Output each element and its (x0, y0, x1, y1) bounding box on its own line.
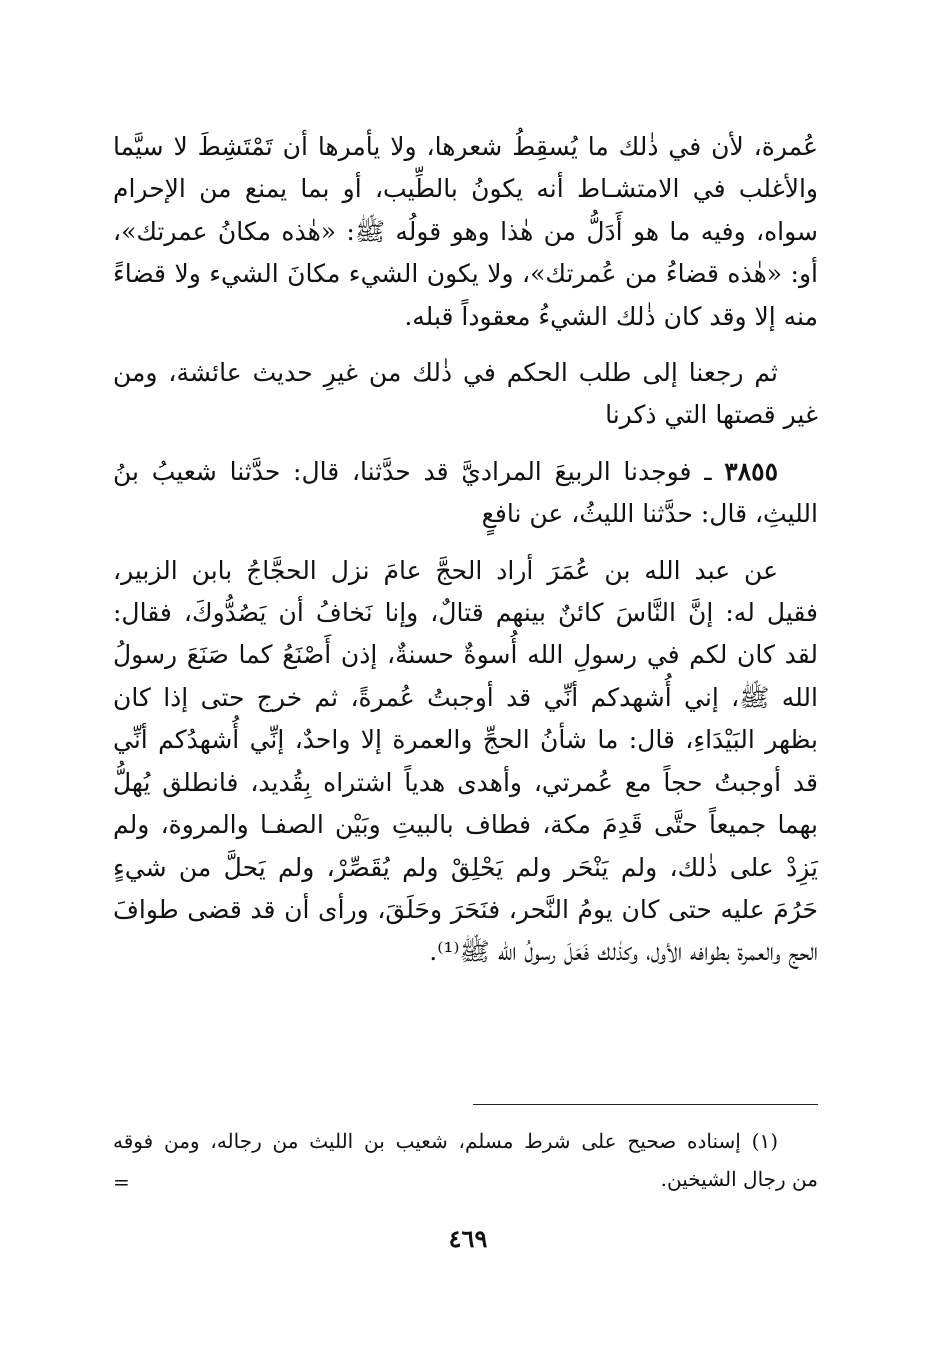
text-line: فقيل له: إنَّ النَّاسَ كائنٌ بينهم قتالٌ، وإنا نَخافُ أن يَصُدُّوكَ، فقال: (113, 598, 818, 628)
text-line: الله ﷺ، إني أُشهدكم أنِّي قد أوجبتُ عُمرةً، ثم خرج حتى إذا كان (113, 682, 818, 712)
footnote-line: (١) إسناده صحيح على شرط مسلم، شعيب بن الليث من رجاله، ومن فوقه (113, 1129, 778, 1153)
text-line: الحج والعمرة بطوافه الأول، وكذٰلك فَعَلَ رسولُ الله ﷺ⁽¹⁾. (429, 937, 818, 967)
text-line (113, 451, 818, 493)
footnote-body (113, 1122, 818, 1198)
paragraph-1 (113, 126, 818, 338)
text-line: أو: «هٰذه قضاءُ من عُمرتك»، ولا يكون الشيء مكانَ الشيء ولا قضاءً (113, 259, 818, 289)
footnote (113, 1122, 818, 1198)
footnote-divider (473, 1104, 818, 1105)
text-line: سواه، وفيه ما هو أَدَلُّ من هٰذا وهو قولُه ﷺ: «هٰذه مكانُ عمرتك»، (113, 216, 818, 246)
text-line: يَزِدْ على ذٰلك، ولم يَنْحَر ولم يَحْلِقْ ولم يُقَصِّرْ، ولم يَحلَّ من شيءٍ (113, 852, 818, 882)
text-line: لقد كان لكم في رسولِ الله أُسوةٌ حسنةٌ، إذن أَصْنَعُ كما صَنَعَ رسولُ (113, 640, 818, 670)
text-line: قد أوجبتُ حجاً مع عُمرتي، وأهدى هدياً اشتراه بِقُديد، فانطلق يُهلُّ (113, 767, 818, 797)
text-line: حَرُمَ عليه حتى كان يومُ النَّحر، فنَحَرَ وحَلَقَ، ورأى أن قد قضى طوافَ (113, 894, 818, 924)
text-line: عُمرة، لأن في ذٰلك ما يُسقِطُ شعرها، ولا يأمرها أن تَمْتَشِطَ لا سيَّما (113, 132, 818, 161)
paragraph-4 (113, 550, 818, 974)
text-line: ثم رجعنا إلى طلب الحكم في ذٰلك من غيرِ حديث عائشة، ومن (113, 358, 778, 388)
continuation-mark: = (113, 1170, 130, 1194)
hadith-number: ٣٨٥٥ (724, 456, 779, 486)
text-line: والأغلب في الامتشـاط أنه يكونُ بالطِّيب، أو بما يمنع من الإحرام (113, 174, 818, 204)
text-line: عن عبد الله بن عُمَرَ أراد الحجَّ عامَ نزل الحجَّاجُ بابن الزبير، (113, 555, 778, 585)
text-line: الليثِ، قال: حدَّثنا الليثُ، عن نافعٍ (481, 499, 818, 529)
text-line: بظهر البَيْدَاءِ، قال: ما شأنُ الحجِّ والعمرة إلا واحدٌ، إنِّي أُشهدُكم أنِّي (113, 725, 818, 755)
text-line: بهما جميعاً حتَّى قَدِمَ مكة، فطاف بالبيتِ وبَيْن الصفـا والمروة، ولم (113, 810, 818, 840)
text-line: غير قصتها التي ذكرنا (605, 400, 818, 430)
hadith-text: ـ فوجدنا الربيعَ المراديَّ قد حدَّثنا، قال: حدَّثنا شعيبُ بنُ (113, 456, 712, 486)
page-number: ٤٦٩ (448, 1224, 488, 1253)
main-text (113, 126, 818, 988)
hadith-3855 (113, 451, 818, 536)
text-line: منه إلا وقد كان ذٰلك الشيءُ معقوداً قبله. (404, 301, 818, 331)
paragraph-2 (113, 352, 818, 437)
footnote-line: من رجال الشيخين. (660, 1167, 818, 1191)
